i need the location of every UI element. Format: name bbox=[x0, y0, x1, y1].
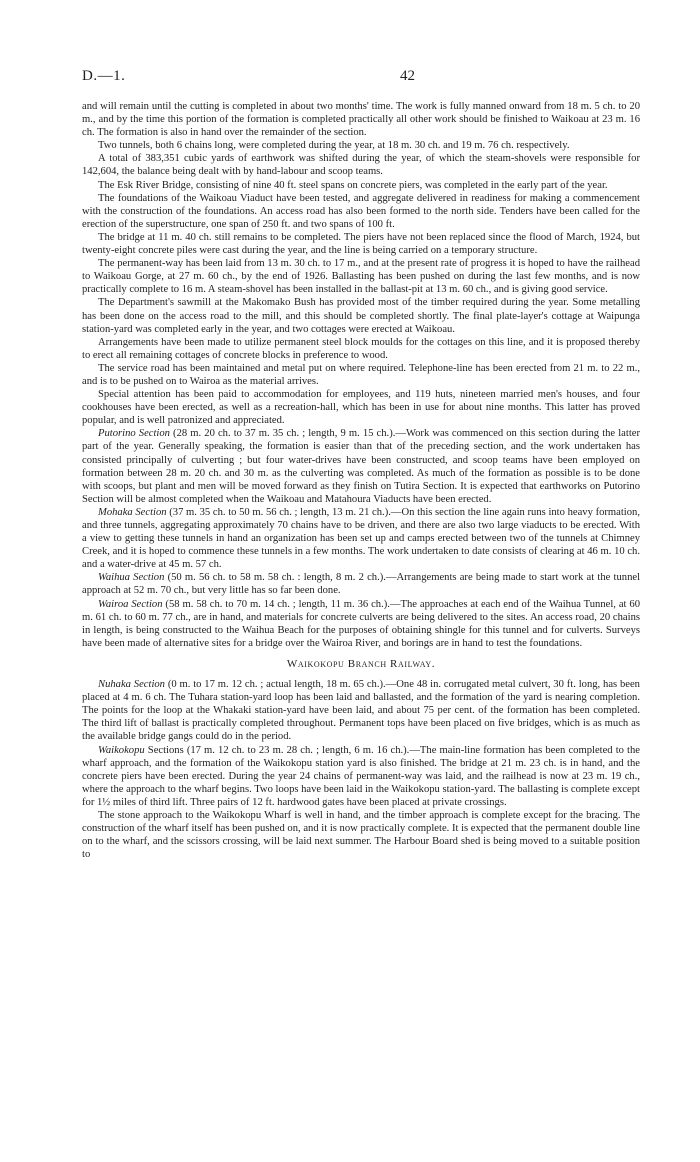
paragraph bbox=[82, 139, 640, 152]
section-title: Waihua Section bbox=[98, 572, 165, 584]
paragraph-text: (28 m. 20 ch. to 37 m. 35 ch. ; length, 9 m. 15 ch.).—Work was commenced on this section during the latter part of the year. Generally speaking, the formation is easier than that of the preceding section, and the work undertaken has consisted principally of culverting ; but four water-drives have been constructed, and scoop teams have been employed on formation between 28 m. 20 ch. and 30 m. as the culverting was completed. As much of the formation as possible is to be done with scoops, but plant and men will be moved forward as they finish on Tutira Section. It is expected that earthworks on Putorino Section will be almost completed when the Waikoau and Matahoura Viaducts have been erected. bbox=[82, 428, 640, 505]
paragraph-text: (58 m. 58 ch. to 70 m. 14 ch. ; length, 11 m. 36 ch.).—The approaches at each end of the Waihua Tunnel, at 60 m. 61 ch. to 60 m. 77 ch., are in hand, and materials for concrete culverts are being delivered to the sites. An access road, 20 chains in length, is being constructed to the Waihua Beach for the purposes of obtaining shingle for this tunnel and for culverts. Surveys have been made of alternative sites for a bridge over the Wairoa River, and borings are in hand to test the foundations. bbox=[82, 598, 640, 649]
paragraph-text: The bridge at 11 m. 40 ch. still remains to be completed. The piers have not been replaced since the flood of March, 1924, but twenty-eight concrete piles were cast during the year, and the line is being carried on a temporary structure. bbox=[82, 231, 640, 257]
paragraph-text: The Esk River Bridge, consisting of nine 40 ft. steel spans on concrete piers, was completed in the early part of the year. bbox=[98, 179, 608, 191]
paragraph-text: The service road has been maintained and metal put on where required. Telephone-line has been erected from 21 m. to 22 m., and is to be pushed on to Wairoa as the material arrives. bbox=[82, 362, 640, 387]
paragraph bbox=[82, 598, 640, 650]
report-body bbox=[82, 100, 640, 650]
paragraph-text: The permanent-way has been laid from 13 m. 30 ch. to 17 m., and at the present rate of progress it is hoped to have the railhead to Waikoau Gorge, at 27 m. 60 ch., by the end of 1926. Ballasting has been pushed on during the last few months, and is now practically complete to 16 m. A steam-shovel has been installed in the ballast-pit at 13 m. 60 ch., and is giving good service. bbox=[82, 258, 640, 296]
paragraph bbox=[82, 809, 640, 861]
paragraph-text: The foundations of the Waikoau Viaduct have been tested, and aggregate delivered in readiness for making a commencement with the construction of the foundations. An access road has also been formed to the north side. Tenders have been called for the erection of the superstructure, one span of 250 ft. and two spans of 100 ft. bbox=[82, 192, 640, 230]
section-title: Wairoa Section bbox=[98, 598, 163, 610]
paragraph bbox=[82, 296, 640, 335]
branch-railway-body bbox=[82, 678, 640, 861]
document-reference: D.—1. bbox=[82, 68, 126, 84]
paragraph bbox=[82, 257, 640, 296]
paragraph bbox=[82, 678, 640, 743]
paragraph-text: (50 m. 56 ch. to 58 m. 58 ch. : length, 8 m. 2 ch.).—Arrangements are being made to start work at the tunnel approach at 52 m. 70 ch., but very little has so far been done. bbox=[82, 572, 641, 597]
paragraph bbox=[82, 100, 640, 139]
paragraph bbox=[82, 362, 640, 388]
paragraph bbox=[82, 427, 640, 506]
section-heading: Waikokopu Branch Railway. bbox=[286, 657, 436, 670]
page-number: 42 bbox=[400, 68, 415, 84]
paragraph bbox=[82, 152, 640, 178]
paragraph bbox=[82, 192, 640, 231]
section-title: Waikokopu bbox=[98, 744, 145, 756]
section-title: Nuhaka Section bbox=[98, 679, 165, 691]
paragraph bbox=[82, 744, 640, 809]
page-header bbox=[82, 56, 640, 100]
section-title: Mohaka Section bbox=[98, 506, 167, 518]
paragraph-text: (37 m. 35 ch. to 50 m. 56 ch. ; length, 13 m. 21 ch.).—On this section the line again runs into heavy formation, and three tunnels, aggregating approximately 70 chains have to be driven, and there are also two large viaducts to be erected. With a view to getting these tunnels in hand an organization has been set up and camps erected between two of the tunnels at Chimney Creek, and it is hoped to commence these tunnels in a few months. The work undertaken to date consists of clearing at 46 m. 10 ch. and a water-drive at 45 m. 57 ch. bbox=[82, 506, 640, 571]
paragraph-text: Arrangements have been made to utilize permanent steel block moulds for the cottages on this line, and it is proposed thereby to erect all remaining cottages of concrete blocks in preference to wood. bbox=[82, 336, 640, 361]
paragraph bbox=[82, 571, 640, 597]
paragraph bbox=[82, 336, 640, 362]
paragraph bbox=[82, 231, 640, 257]
paragraph-text: Sections (17 m. 12 ch. to 23 m. 28 ch. ; length, 6 m. 16 ch.).—The main-line formation has been completed to the wharf approach, and the formation of the Waikokopu station yard is also finished. The bridge at 21 m. 23 ch. is in hand, and the concrete piers have been erected. During the year 24 chains of permanent-way was laid, and the railhead is now at 23 m. 19 ch., where the approach to the wharf begins. Two loops have been laid in the Waikokopu station-yard. The ballasting is complete except for 1½ miles of third lift. Three pairs of 12 ft. hardwood gates have been placed at private crossings. bbox=[82, 744, 640, 808]
paragraph-text: A total of 383,351 cubic yards of earthwork was shifted during the year, of which the steam-shovels were responsible for 142,604, the balance being dealt with by hand-labour and scoop teams. bbox=[82, 153, 640, 178]
paragraph-text: Two tunnels, both 6 chains long, were completed during the year, at 18 m. 30 ch. and 19 m. 76 ch. respectively. bbox=[98, 140, 570, 152]
paragraph-text: (0 m. to 17 m. 12 ch. ; actual length, 18 m. 65 ch.).—One 48 in. corrugated metal culvert, 30 ft. long, has been placed at 4 m. 6 ch. The Tuhara station-yard loop has been laid and ballasted, and the formation of the yard is nearing completion. The points for the loop at the Whakaki station-yard have been laid, and about 75 per cent. of the formation has been completed. The third lift of ballast is practically completed throughout. Permanent tops have been placed on five bridges, which is as much as the available bridge gangs could do in the period. bbox=[82, 679, 640, 743]
paragraph-text: The Department's sawmill at the Makomako Bush has provided most of the timber required during the year. Some metalling has been done on the access road to the mill, and this should be completed shortly. The final plate-layer's cottage at Waipunga station-yard was completed early in the year, and two cottages were erected at Waikoau. bbox=[82, 297, 640, 335]
paragraph bbox=[82, 506, 640, 571]
paragraph-text: The stone approach to the Waikokopu Wharf is well in hand, and the timber approach is complete except for the bracing. The construction of the wharf itself has been pushed on, and it is now practically complete. It is expected that the permanent double line on to the wharf, and the scissors crossing, will be laid next summer. The Harbour Board shed is being moved to a suitable position to bbox=[82, 809, 640, 861]
paragraph-text: and will remain until the cutting is completed in about two months' time. The work is fully manned onward from 18 m. 5 ch. to 20 m., and by the time this portion of the formation is completed practically all other work should be finished to Waikoau at 23 m. 16 ch. The formation is also in hand over the remainder of the section. bbox=[82, 101, 640, 139]
section-title: Putorino Section bbox=[98, 428, 170, 440]
paragraph bbox=[82, 179, 640, 192]
paragraph-text: Special attention has been paid to accommodation for employees, and 119 huts, nineteen married men's houses, and four cookhouses have been erected, as well as a recreation-hall, which has been in use for about nine months. This latter has proved popular, and is well patronized and appreciated. bbox=[82, 389, 640, 427]
paragraph bbox=[82, 388, 640, 427]
